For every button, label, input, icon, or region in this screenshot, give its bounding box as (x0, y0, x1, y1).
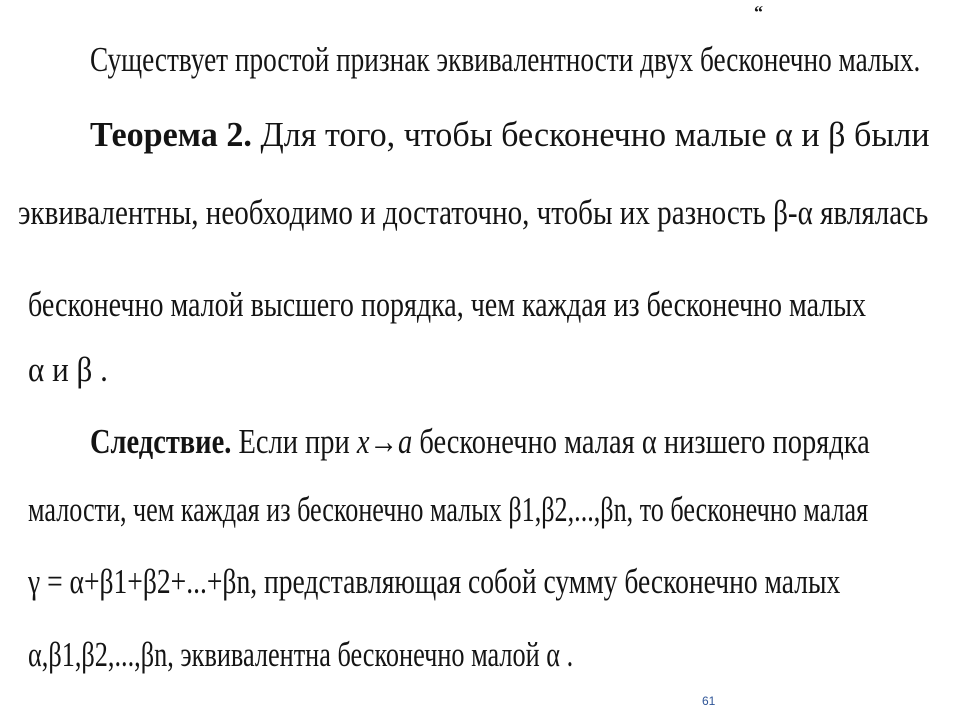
theorem-text-1: Для того, чтобы бесконечно малые α и β были (260, 115, 930, 154)
intro-text: Существует простой признак эквивалентности двух бесконечно малых. (90, 40, 921, 79)
theorem-line-2 (18, 193, 928, 233)
corollary-label: Следствие. (90, 422, 232, 461)
paragraph-intro (90, 40, 920, 80)
limit-formula: x→a (356, 422, 413, 461)
corollary-text-4: α,β1,β2,...,βn, эквивалентна бесконечно малой α . (28, 635, 574, 674)
theorem-line-3 (28, 285, 866, 325)
corollary-line-1 (90, 422, 870, 462)
theorem-text-2: эквивалентны, необходимо и достаточно, чтобы их разность β-α являлась (18, 193, 929, 232)
corollary-text-1a: Если при (238, 422, 350, 461)
corollary-text-3: γ = α+β1+β2+...+βn, представляющая собой сумму бесконечно малых (28, 562, 841, 601)
corollary-line-3 (28, 562, 840, 602)
theorem-line-1 (90, 115, 930, 155)
corollary-text-2: малости, чем каждая из бесконечно малых β1,β2,...,βn, то бесконечно малая (28, 490, 869, 529)
top-mark: “ (754, 2, 763, 22)
page-number: 61 (702, 694, 716, 708)
theorem-text-3: бесконечно малой высшего порядка, чем каждая из бесконечно малых (28, 285, 867, 324)
corollary-line-2 (28, 490, 868, 530)
corollary-text-1b: бесконечно малая α низшего порядка (419, 422, 870, 461)
theorem-label: Теорема 2. (90, 115, 252, 154)
corollary-line-4 (28, 635, 573, 675)
theorem-text-4: α и β . (28, 350, 108, 389)
theorem-line-4 (28, 350, 108, 390)
